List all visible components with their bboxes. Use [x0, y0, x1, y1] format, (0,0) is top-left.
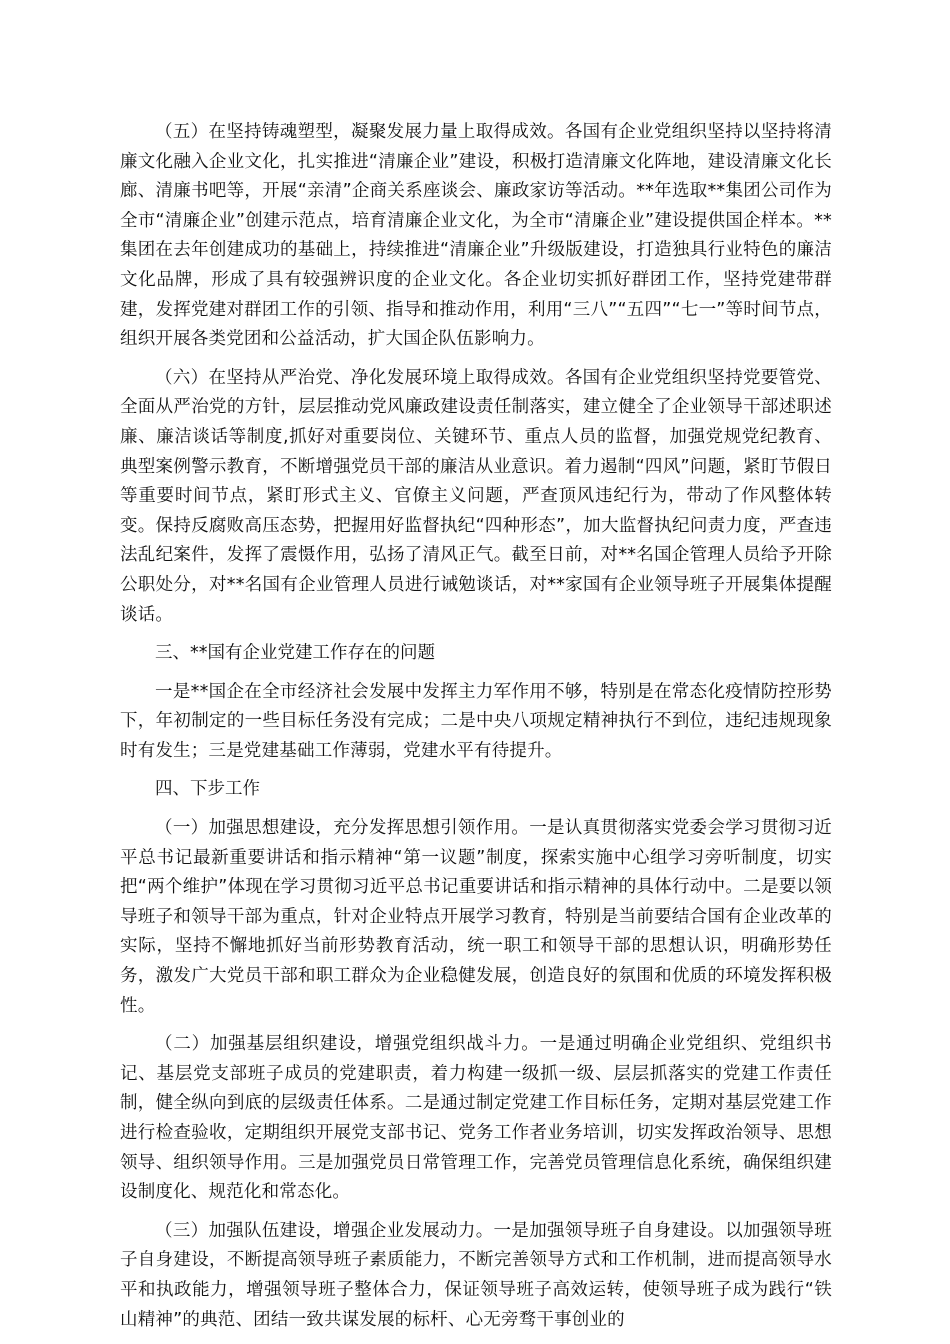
paragraph-next-step-2: （二）加强基层组织建设，增强党组织战斗力。一是通过明确企业党组织、党组织书记、基层党支部班子成员的党建职责，着力构建一级抓一级、层层抓落实的党建工作责任制，健全纵向到底的层级责任体系。二是通过制定党建工作目标任务，定期对基层党建工作进行检查验收，定期组织开展党支部书记、党务工作者业务培训，切实发挥政治领导、思想领导、组织领导作用。三是加强党员日常管理工作，完善党员管理信息化系统，确保组织建设制度化、规范化和常态化。 [120, 1034, 832, 1203]
paragraph-section-5: （五）在坚持铸魂塑型，凝聚发展力量上取得成效。各国有企业党组织坚持以坚持将清廉文化融入企业文化，扎实推进“清廉企业”建设，积极打造清廉文化阵地，建设清廉文化长廊、清廉书吧等，开展“亲清”企商关系座谈会、廉政家访等活动。**年选取**集团公司作为全市“清廉企业”创建示范点，培育清廉企业文化，为全市“清廉企业”建设提供国企样本。**集团在去年创建成功的基础上，持续推进“清廉企业”升级版建设，打造独具行业特色的廉洁文化品牌，形成了具有较强辨识度的企业文化。各企业切实抓好群团工作，坚持党建带群建，发挥党建对群团工作的引领、指导和推动作用，利用“三八”“五四”“七一”等时间节点，组织开展各类党团和公益活动，扩大国企队伍影响力。 [120, 122, 832, 350]
paragraph-next-step-1: （一）加强思想建设，充分发挥思想引领作用。一是认真贯彻落实党委会学习贯彻习近平总书记最新重要讲话和指示精神“第一议题”制度，探索实施中心组学习旁听制度，切实把“两个维护”体现在学习贯彻习近平总书记重要讲话和指示精神的具体行动中。二是要以领导班子和领导干部为重点，针对企业特点开展学习教育，特别是当前要结合国有企业改革的实际，坚持不懈地抓好当前形势教育活动，统一职工和领导干部的思想认识，明确形势任务，激发广大党员干部和职工群众为企业稳健发展，创造良好的氛围和优质的环境发挥积极性。 [120, 818, 832, 1016]
document-body [120, 118, 832, 1344]
heading-next-steps: 四、下步工作 [155, 779, 260, 800]
paragraph-problems: 一是**国企在全市经济社会发展中发挥主力军作用不够，特别是在常态化疫情防控形势下，年初制定的一些目标任务没有完成；二是中央八项规定精神执行不到位，违纪违规现象时有发生；三是党建基础工作薄弱，党建水平有待提升。 [120, 681, 832, 761]
paragraph-next-step-3: （三）加强队伍建设，增强企业发展动力。一是加强领导班子自身建设。以加强领导班子自身建设，不断提高领导班子素质能力，不断完善领导方式和工作机制，进而提高领导水平和执政能力，增强领导班子整体合力，保证领导班子高效运转，使领导班子成为践行“铁山精神”的典范、团结一致共谋发展的标杆、心无旁骛干事创业的 [120, 1220, 832, 1330]
heading-problems: 三、**国有企业党建工作存在的问题 [155, 643, 435, 664]
paragraph-section-6: （六）在坚持从严治党、净化发展环境上取得成效。各国有企业党组织坚持党要管党、全面从严治党的方针，层层推动党风廉政建设责任制落实，建立健全了企业领导干部述职述廉、廉洁谈话等制度,抓好对重要岗位、关键环节、重点人员的监督，加强党规党纪教育、典型案例警示教育，不断增强党员干部的廉洁从业意识。着力遏制“四风”问题，紧盯节假日等重要时间节点，紧盯形式主义、官僚主义问题，严查顶风违纪行为，带动了作风整体转变。保持反腐败高压态势，把握用好监督执纪“四种形态”，加大监督执纪问责力度，严查违法乱纪案件，发挥了震慑作用，弘扬了清风正气。截至日前，对**名国企管理人员给予开除公职处分，对**名国有企业管理人员进行诫勉谈话，对**家国有企业领导班子开展集体提醒谈话。 [120, 367, 832, 625]
